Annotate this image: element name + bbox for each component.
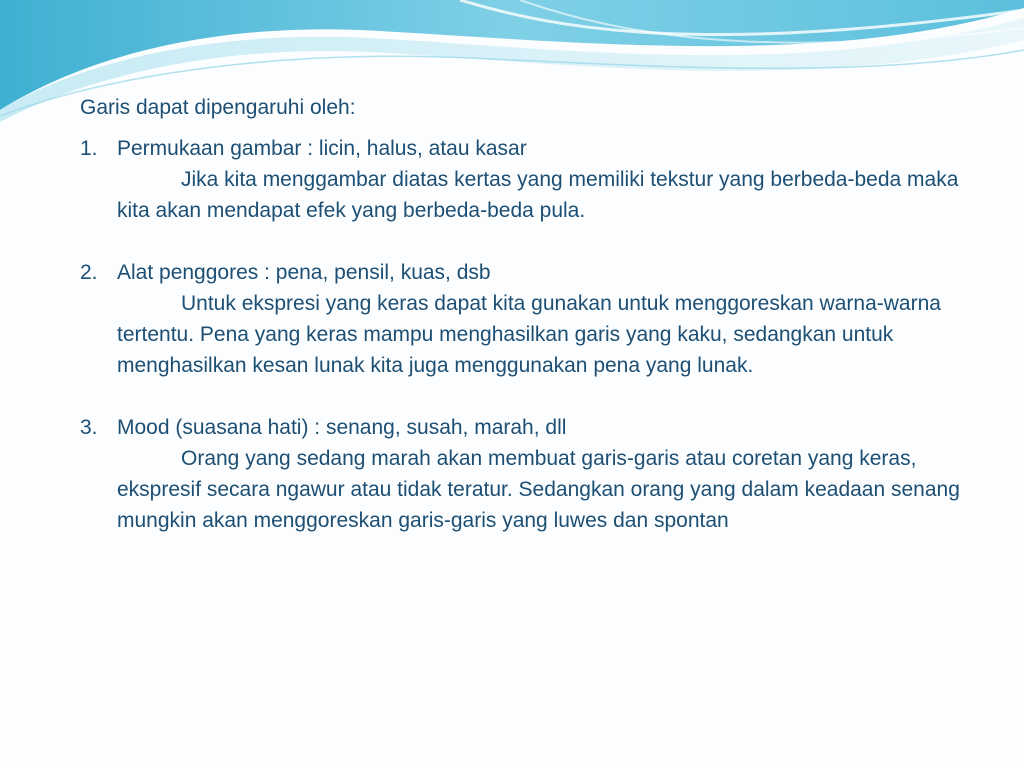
list-item (80, 412, 980, 536)
list-number: 2. (80, 261, 98, 284)
list-item-heading: Permukaan gambar : licin, halus, atau kasar (117, 137, 527, 160)
list-item-body: Untuk ekspresi yang keras dapat kita gunakan untuk menggoreskan warna-warna tertentu. Pena yang keras mampu menghasilkan garis yang kaku, sedangkan untuk menghasilkan kesan lunak kita juga menggunakan pena yang lunak. (117, 292, 941, 377)
list-item-heading: Mood (suasana hati) : senang, susah, marah, dll (117, 416, 567, 439)
list-item-body: Jika kita menggambar diatas kertas yang memiliki tekstur yang berbeda-beda maka kita akan mendapat efek yang berbeda-beda pula. (117, 168, 959, 222)
list-item (80, 133, 980, 226)
slide-content (80, 92, 980, 536)
list-number: 1. (80, 137, 98, 160)
list-item-body: Orang yang sedang marah akan membuat garis-garis atau coretan yang keras, ekspresif secara ngawur atau tidak teratur. Sedangkan orang yang dalam keadaan senang mungkin akan menggoreskan garis-garis yang luwes dan spontan (117, 447, 960, 532)
list-item (80, 257, 980, 381)
list-item-heading: Alat penggores : pena, pensil, kuas, dsb (117, 261, 491, 284)
list-number: 3. (80, 416, 98, 439)
intro-text: Garis dapat dipengaruhi oleh: (80, 96, 356, 119)
